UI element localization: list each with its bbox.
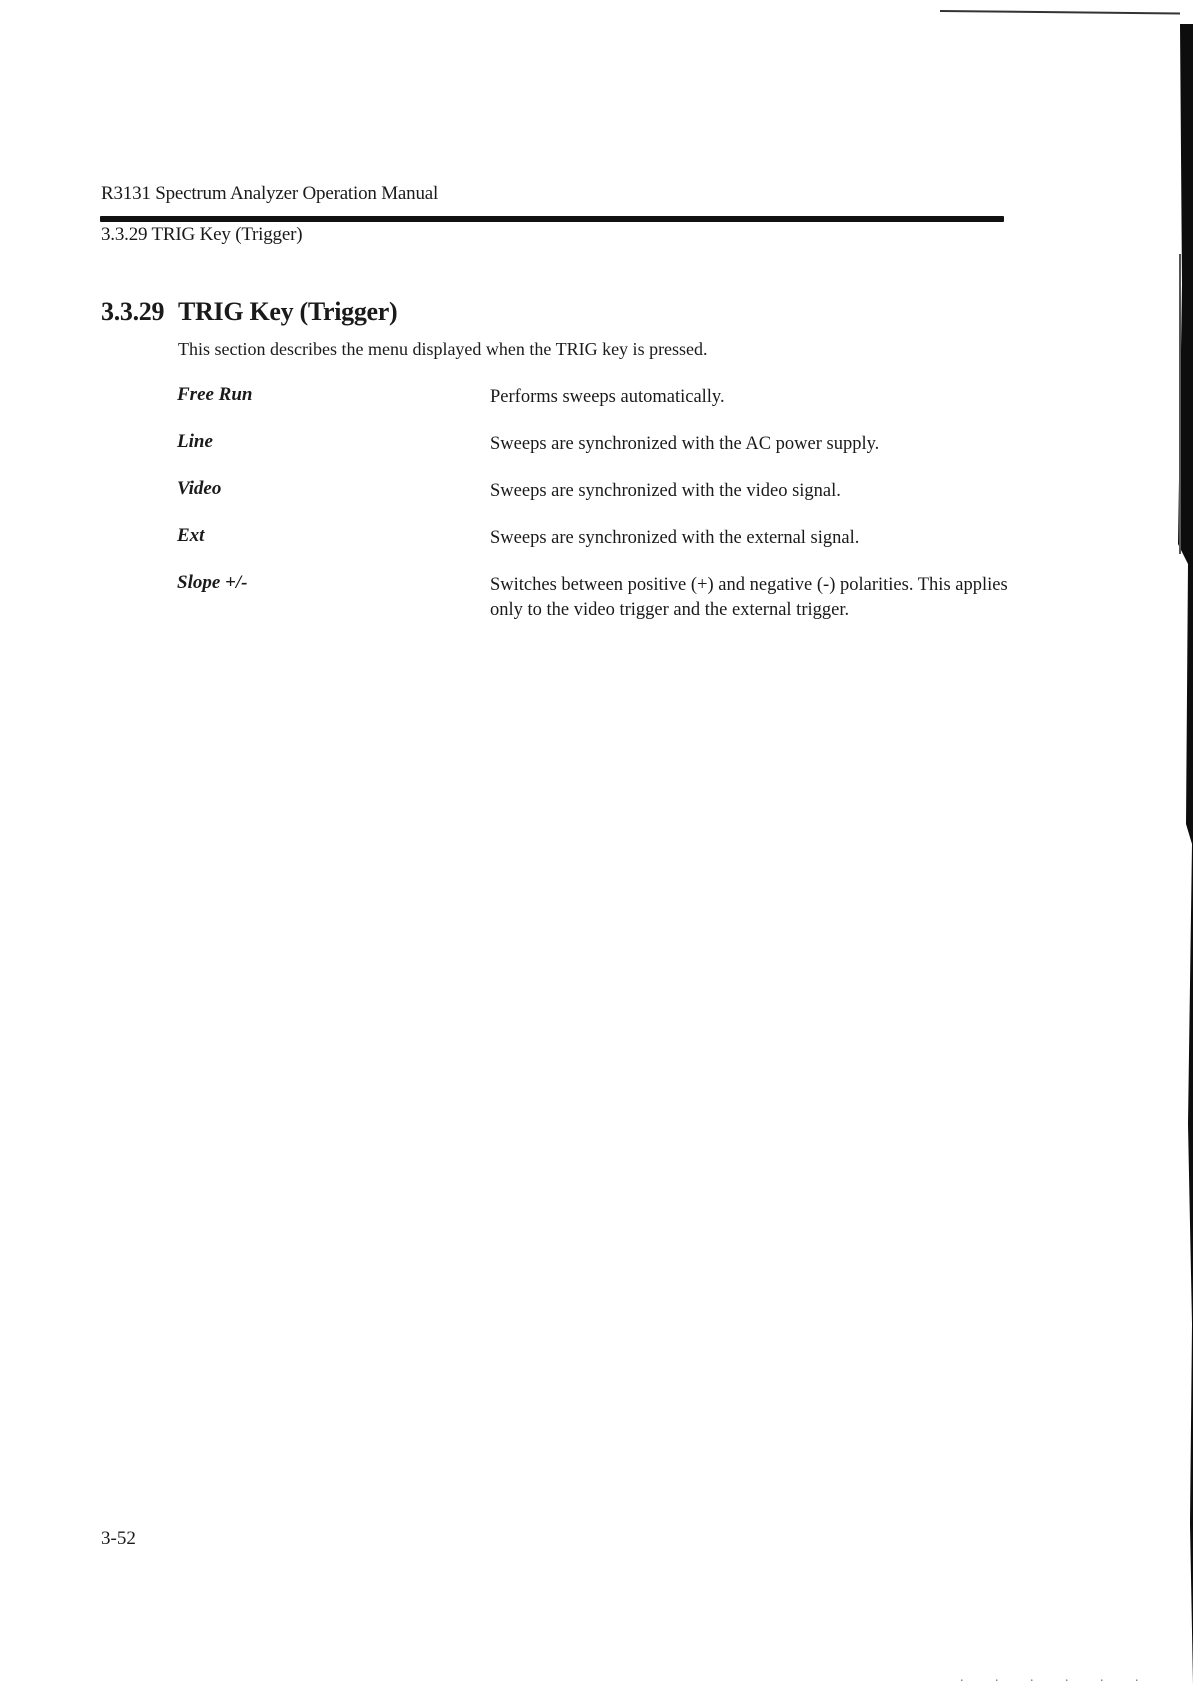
- menu-key: Video: [177, 478, 222, 499]
- menu-item-line: [177, 431, 1017, 478]
- scan-artifact-line: [940, 10, 1180, 15]
- menu-item-video: [177, 478, 1017, 525]
- header-rule: [100, 216, 1004, 222]
- menu-key: Ext: [177, 525, 205, 546]
- menu-description: Sweeps are synchronized with the AC power supply.: [490, 434, 880, 454]
- menu-description: Performs sweeps automatically.: [490, 387, 725, 407]
- menu-key: Free Run: [177, 384, 253, 405]
- section-number: 3.3.29: [101, 297, 165, 326]
- menu-key: Slope +/-: [177, 572, 248, 593]
- scan-edge-shadow: [1166, 24, 1193, 1685]
- menu-list: [177, 384, 1017, 619]
- menu-item-free-run: [177, 384, 1017, 431]
- running-subsection: 3.3.29 TRIG Key (Trigger): [101, 224, 303, 245]
- manual-title: R3131 Spectrum Analyzer Operation Manual: [101, 183, 439, 204]
- page-number: 3-52: [101, 1528, 136, 1549]
- menu-key: Line: [177, 431, 213, 452]
- scan-artifact-dots: . . . . . .: [960, 1670, 1153, 1685]
- menu-description: Switches between positive (+) and negative (-) polarities. This applies only to the video trigger and the external trigger.: [490, 575, 1008, 620]
- section-title: TRIG Key (Trigger): [178, 297, 398, 326]
- menu-item-ext: [177, 525, 1017, 572]
- menu-item-slope: [177, 572, 1017, 619]
- section-heading: [101, 297, 397, 327]
- section-intro: This section describes the menu displayed when the TRIG key is pressed.: [178, 339, 708, 359]
- menu-description: Sweeps are synchronized with the video signal.: [490, 481, 841, 501]
- menu-description: Sweeps are synchronized with the external signal.: [490, 528, 860, 548]
